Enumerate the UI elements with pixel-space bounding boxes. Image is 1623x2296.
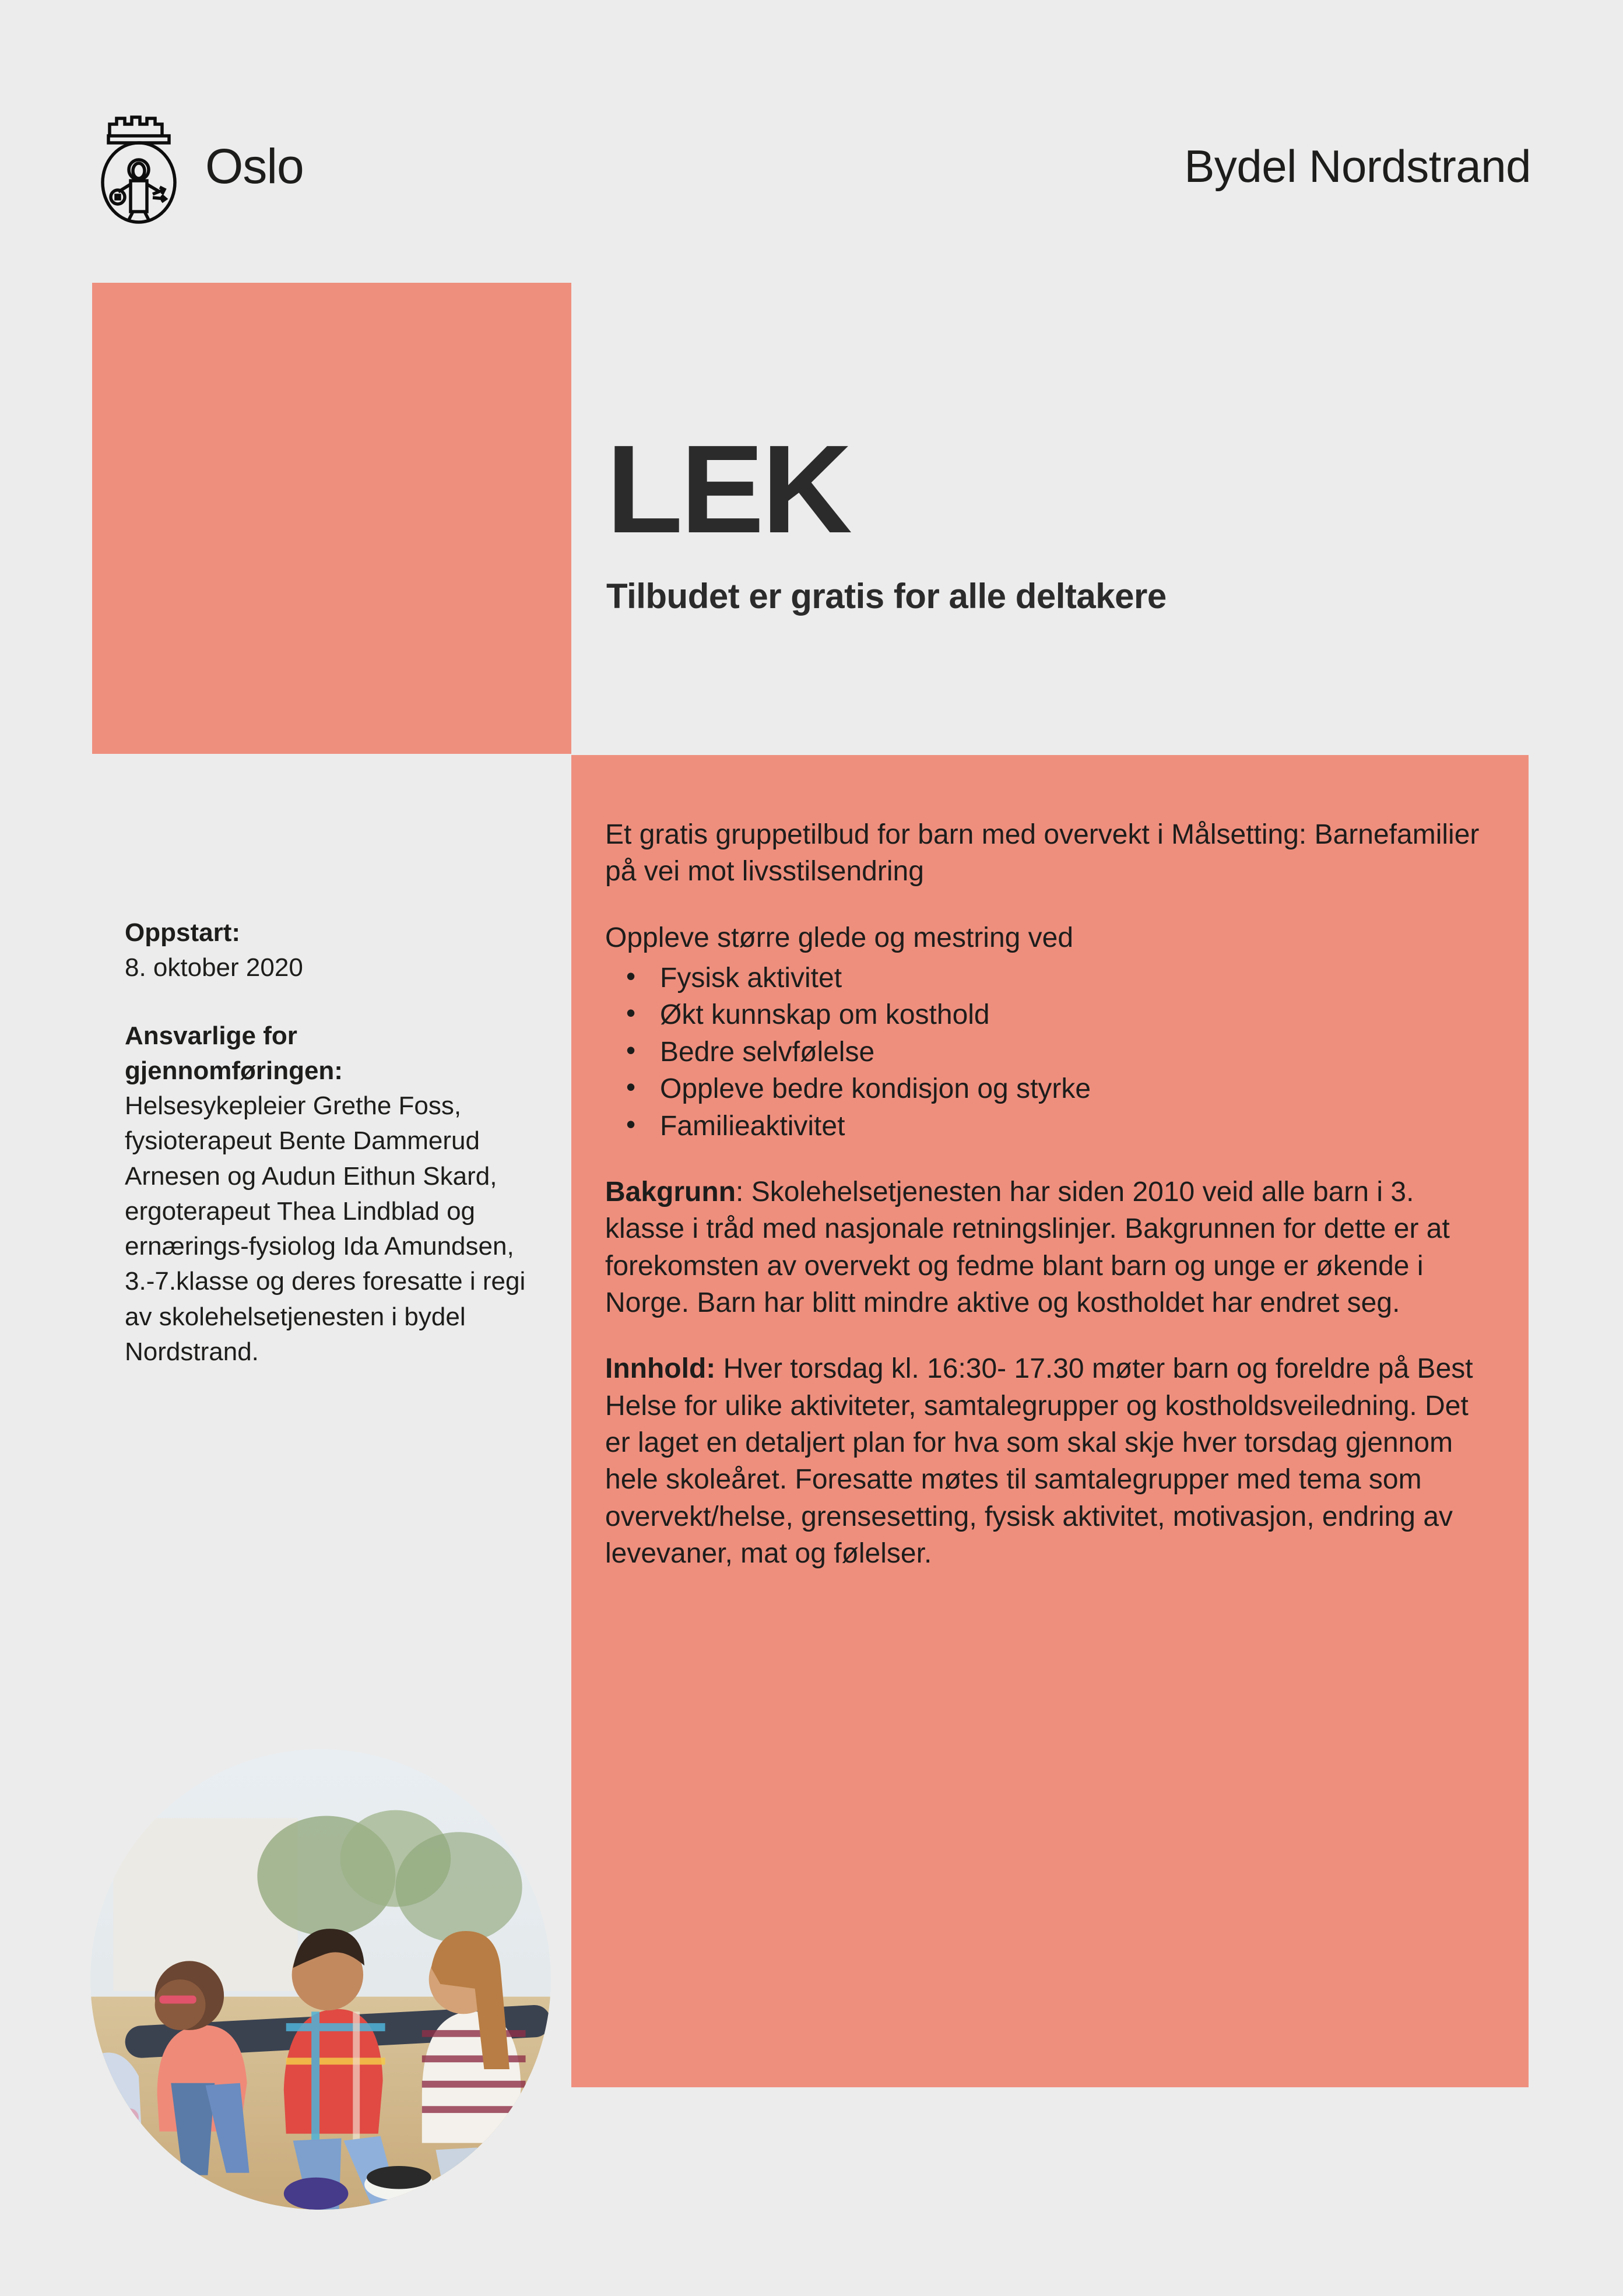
list-item: • Familieaktivitet <box>626 1108 1488 1145</box>
list-item: • Økt kunnskap om kosthold <box>626 996 1488 1033</box>
responsible-label-line1: Ansvarlige for <box>125 1021 297 1050</box>
children-playing-photo <box>90 1749 551 2210</box>
list-item: • Fysisk aktivitet <box>626 960 1488 996</box>
oslo-brand <box>92 107 304 226</box>
decorative-coral-block <box>92 283 571 754</box>
content-label: Innhold: <box>605 1353 716 1385</box>
page-subtitle: Tilbudet er gratis for alle deltakere <box>606 576 1167 616</box>
benefits-list <box>605 960 1488 1145</box>
title-zone <box>606 419 1481 616</box>
info-column <box>125 915 533 1370</box>
start-date: 8. oktober 2020 <box>125 953 303 982</box>
benefits-lead: Oppleve større glede og mestring ved <box>605 922 1074 953</box>
panel-intro: Et gratis gruppetilbud for barn med overvekt i Målsetting: Barnefamilier på vei mot livsstilsendring <box>605 819 1480 887</box>
list-item: • Bedre selvfølelse <box>626 1034 1488 1070</box>
brand-name-label: Oslo <box>205 139 304 194</box>
info-spacer <box>125 986 533 1019</box>
page-header <box>92 99 1531 233</box>
district-label: Bydel Nordstrand <box>1184 141 1531 192</box>
responsible-body: Helsesykepleier Grethe Foss, fysioterapeut Bente Dammerud Arnesen og Audun Eithun Skard, ergoterapeut Thea Lindblad og ernærings-fysiolog Ida Amundsen, 3.-7.klasse og deres foresatte i regi av skolehelsetjenesten i bydel Nordstrand. <box>125 1091 526 1366</box>
content-text: Hver torsdag kl. 16:30- 17.30 møter barn og foreldre på Best Helse for ulike aktiviteter, samtalegrupper og kostholdsveiledning. Det er laget en detaljert plan for hva som skal skje hver torsdag gjennom hele skoleåret. Foresatte møtes til samtalegrupper med tema som overvekt/helse, grensesetting, fysisk aktivitet, motivasjon, endring av levevaner, mat og følelser. <box>605 1353 1473 1570</box>
content-paragraph <box>605 1350 1488 1572</box>
main-content-panel <box>571 755 1529 2087</box>
panel-spacer-1 <box>605 890 1488 919</box>
oslo-coat-of-arms-icon <box>92 107 185 226</box>
responsible-label-line2: gjennomføringen: <box>125 1056 343 1085</box>
panel-spacer-3 <box>605 1321 1488 1350</box>
page-title: LEK <box>606 419 850 559</box>
background-label: Bakgrunn <box>605 1176 736 1207</box>
background-paragraph <box>605 1174 1488 1321</box>
background-text: : Skolehelsetjenesten har siden 2010 veid alle barn i 3. klasse i tråd med nasjonale retningslinjer. Bakgrunnen for dette er at forekomsten av overvekt og fedme blant barn og unge er økende i Norge. Barn har blitt mindre aktive og kostholdet har endret seg. <box>605 1176 1450 1318</box>
panel-spacer-2 <box>605 1145 1488 1174</box>
start-label: Oppstart: <box>125 918 240 947</box>
list-item: • Oppleve bedre kondisjon og styrke <box>626 1070 1488 1107</box>
